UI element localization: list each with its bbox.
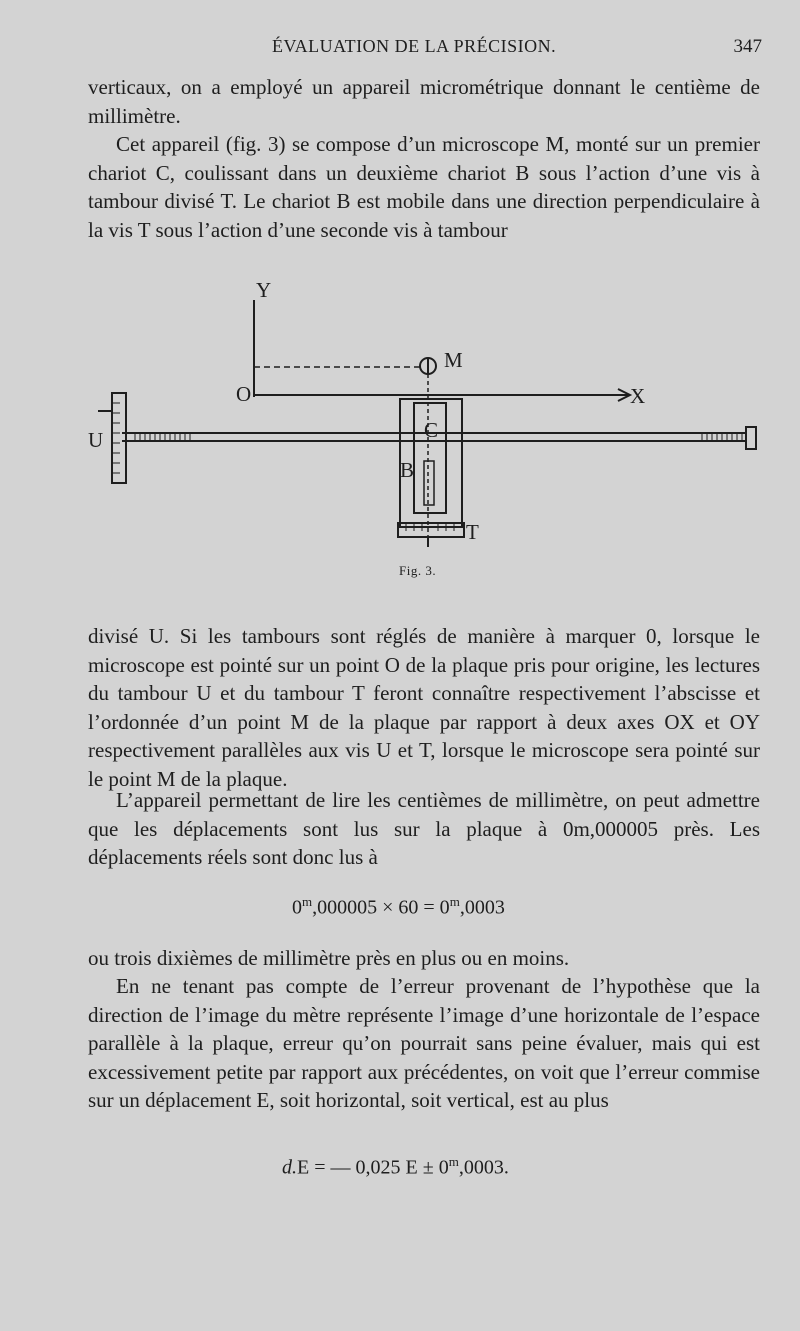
label-t: T bbox=[466, 520, 479, 544]
equation-2 bbox=[282, 1154, 509, 1180]
running-head: ÉVALUATION DE LA PRÉCISION. bbox=[272, 36, 557, 56]
paragraph-2: Cet appareil (fig. 3) se compose d’un microscope M, monté sur un premier chariot C, coulissant dans un deuxième chariot B sous l’action d’une vis à tambour divisé T. Le chariot B est mobile dans une direction perpendiculaire à la vis T sous l’action d’une seconde vis à tambour bbox=[88, 132, 760, 242]
eq2-sup: m bbox=[448, 1154, 459, 1169]
eq2-lhs: d. bbox=[282, 1156, 297, 1179]
label-u: U bbox=[88, 428, 104, 452]
paragraph-1: verticaux, on a employé un appareil micrométrique donnant le centième de millimètre. bbox=[88, 75, 760, 128]
figure-micrometer-apparatus bbox=[80, 275, 780, 560]
drum-u bbox=[112, 393, 126, 483]
label-m: M bbox=[444, 348, 463, 372]
eq2-rhs-end: ,0003. bbox=[458, 1156, 509, 1179]
eq2-rhs-start: E = — 0,025 E ± 0 bbox=[297, 1156, 449, 1179]
eq1-left-rest: ,000005 × 60 = 0 bbox=[312, 896, 450, 919]
paragraph-4: L’appareil permettant de lire les centièmes de millimètre, on peut admettre que les déplacements sont lus sur la plaque à 0m,000005 près. Les déplacements réels sont donc lus à bbox=[88, 788, 760, 869]
label-c: C bbox=[424, 418, 439, 442]
screw-end-cap bbox=[746, 427, 756, 449]
eq1-right-rest: ,0003 bbox=[459, 896, 505, 919]
screw-thread-right bbox=[702, 433, 742, 441]
paragraph-5: ou trois dixièmes de millimètre près en plus ou en moins. bbox=[88, 946, 570, 970]
paragraph-6: En ne tenant pas compte de l’erreur provenant de l’hypothèse que la direction de l’image du mètre représente l’image d’une horizontale de l’espace parallèle à la plaque, erreur qu’on pourrait sans peine évaluer, mais qui est excessivement petite par rapport aux précédentes, on voit que l’erreur commise sur un déplacement E, soit horizontal, soit vertical, est au plus bbox=[88, 974, 760, 1112]
eq1-left: 0 bbox=[292, 896, 302, 919]
eq1-right-sup: m bbox=[449, 894, 460, 909]
screw-thread-left bbox=[135, 433, 190, 441]
label-b: B bbox=[400, 458, 415, 482]
page-number: 347 bbox=[733, 36, 762, 57]
eq1-left-sup: m bbox=[302, 894, 313, 909]
label-o: O bbox=[236, 382, 252, 406]
label-x: X bbox=[630, 384, 646, 408]
page-header bbox=[86, 36, 762, 62]
equation-1 bbox=[292, 894, 505, 920]
paragraph-3: divisé U. Si les tambours sont réglés de manière à marquer 0, lorsque le microscope est pointé sur un point O de la plaque pris pour origine, les lectures du tambour U et du tambour T feront connaître respectivement l’abscisse et l’ordonnée d’un point M de la plaque par rapport à deux axes OX et OY respectivement parallèles aux vis U et T, lorsque le microscope sera pointé sur le point M de la plaque. bbox=[88, 624, 760, 791]
label-y: Y bbox=[256, 278, 272, 302]
figure-caption: Fig. 3. bbox=[399, 563, 437, 578]
